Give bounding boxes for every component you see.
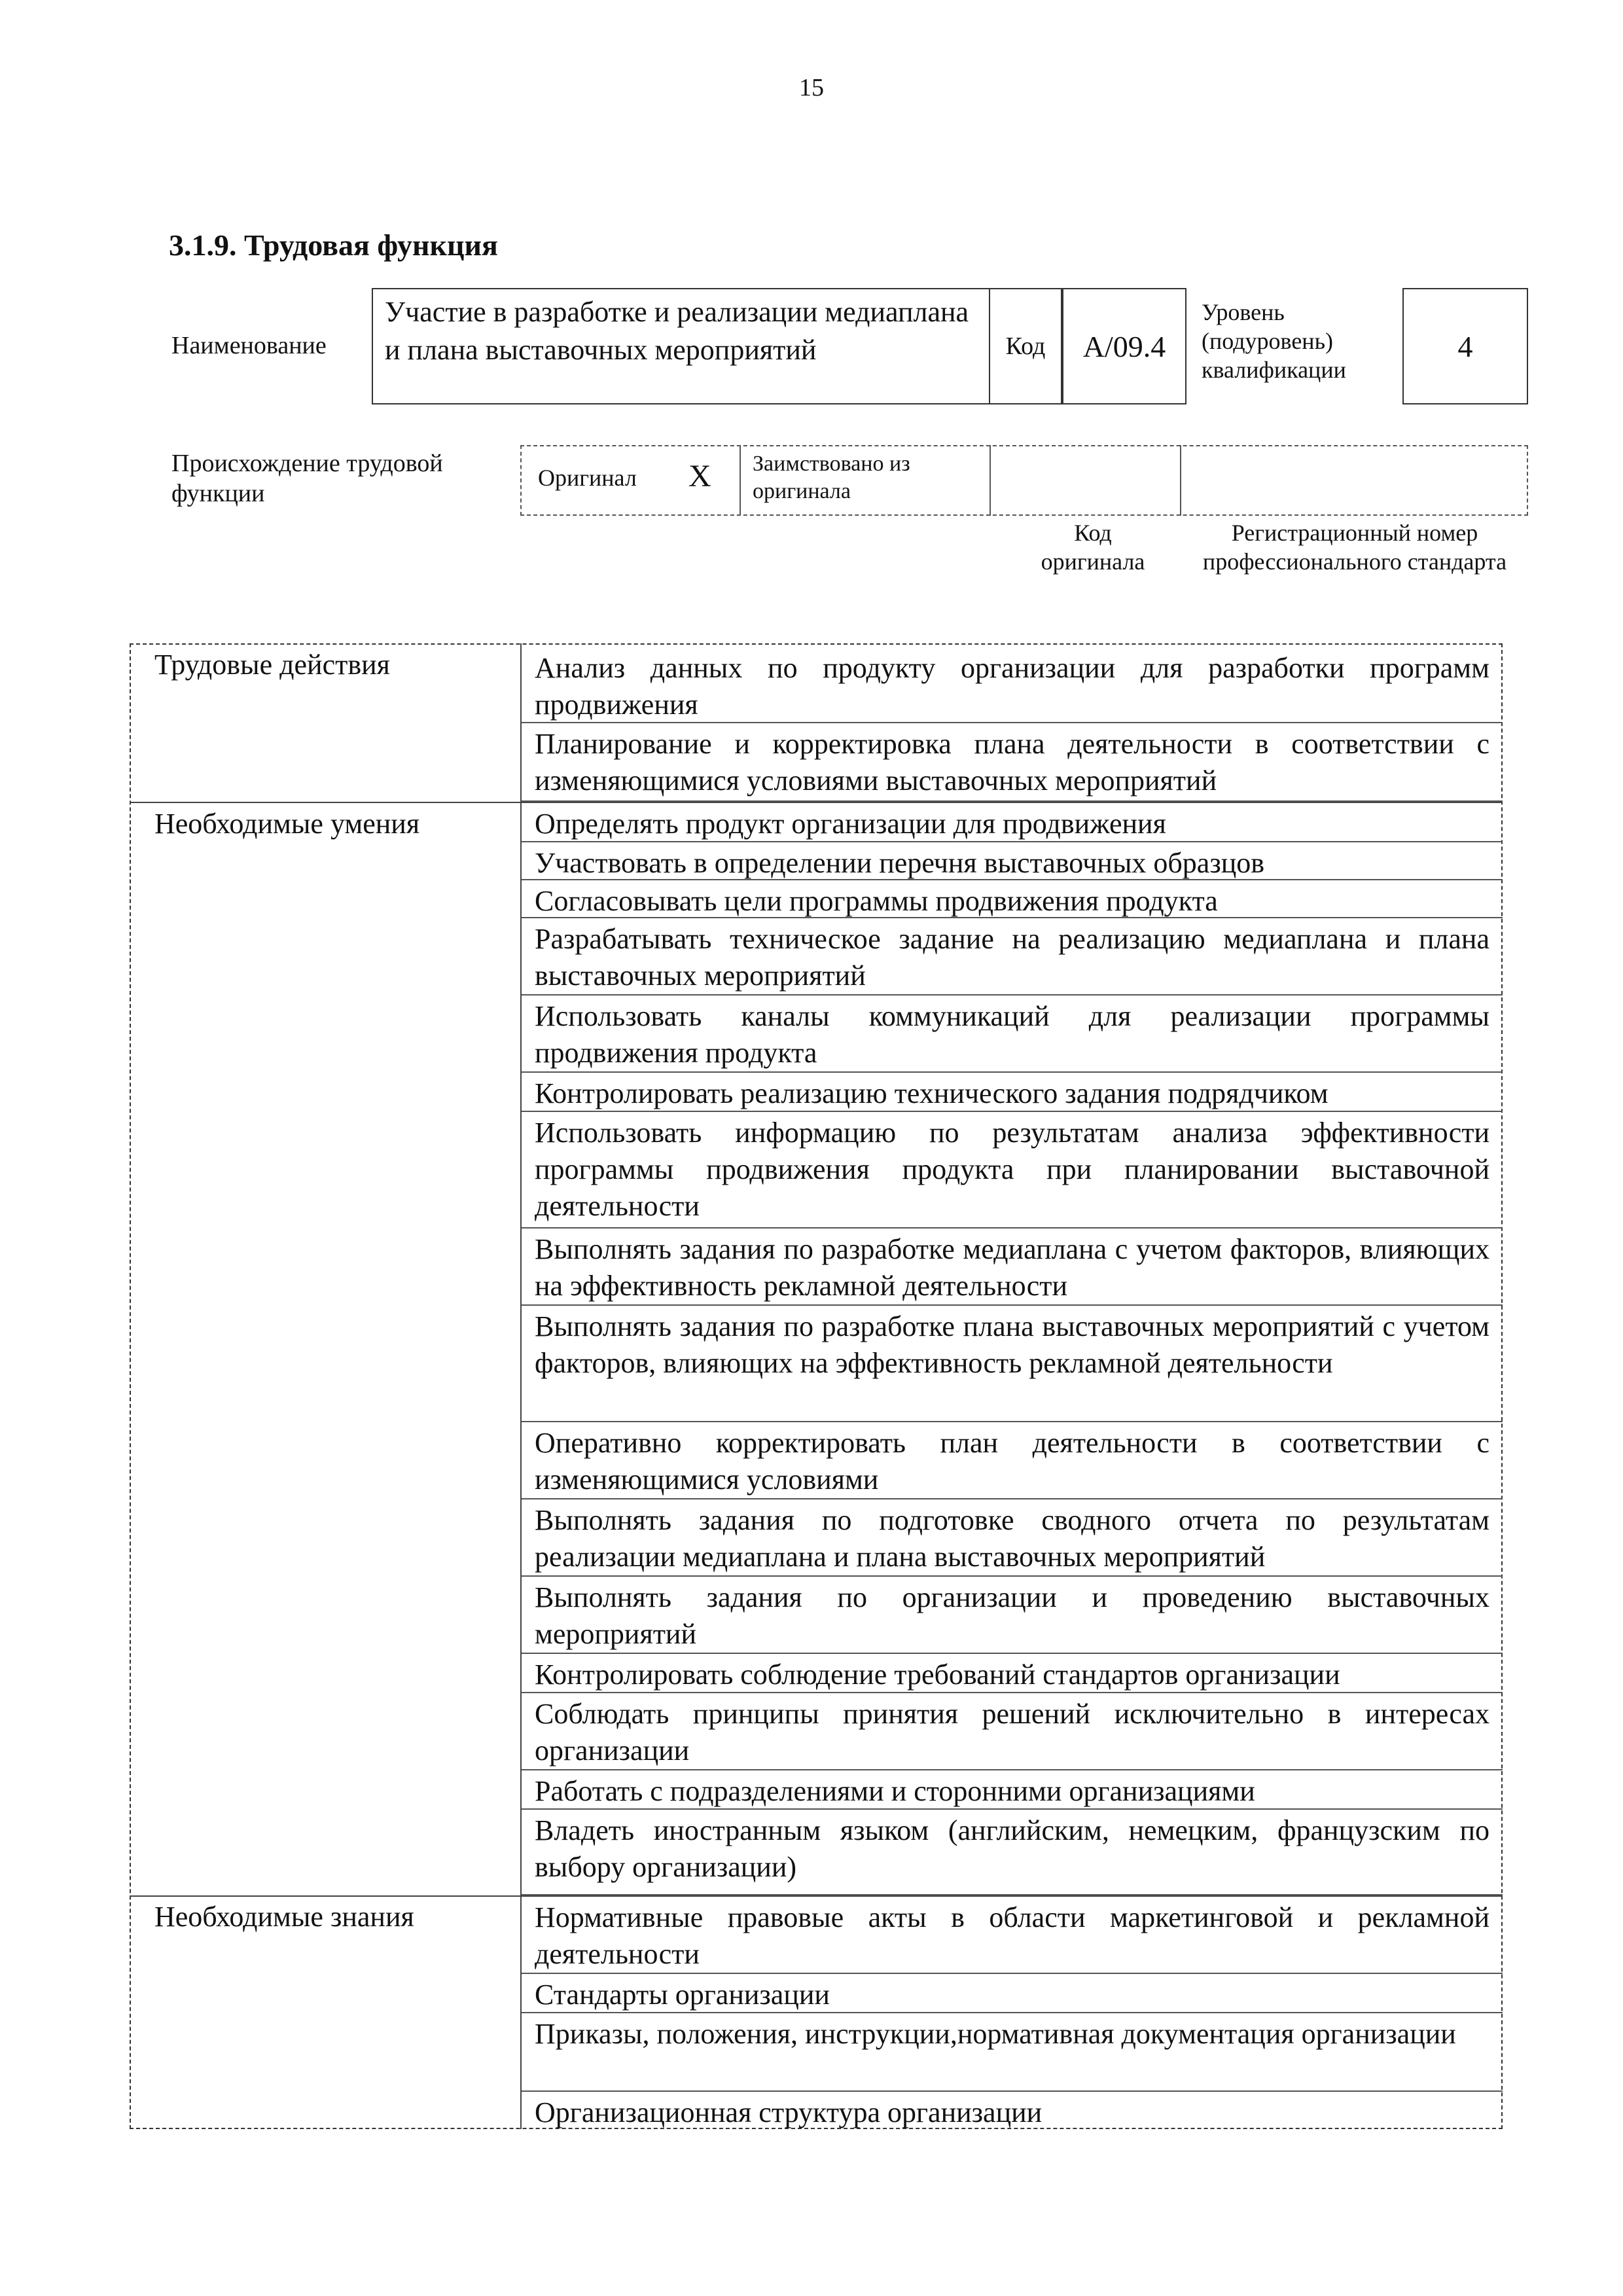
list-item: Выполнять задания по организации и проведению выставочных мероприятий: [522, 1577, 1503, 1654]
list-item: Анализ данных по продукту организации для разработки программ продвижения: [522, 647, 1503, 723]
list-item: Контролировать реализацию технического задания подрядчиком: [522, 1073, 1503, 1112]
code-value-cell: [1062, 288, 1186, 404]
original-mark: X: [688, 459, 711, 493]
code-label: Код: [1005, 332, 1046, 360]
origin-divider-1: [740, 445, 741, 516]
code-caption: Код оригинала: [1041, 520, 1145, 575]
origin-label: Происхождение трудовой функции: [171, 450, 443, 507]
level-label: Уровень (подуровень) квалификации: [1202, 299, 1346, 383]
code-label-cell: [990, 288, 1062, 404]
list-item: Контролировать соблюдение требований стандартов организации: [522, 1654, 1503, 1693]
list-item: Организационная структура организации: [535, 2096, 1043, 2128]
list-item: Оперативно корректировать план деятельности в соответствии с изменяющимися условиями: [522, 1422, 1503, 1499]
reg-caption: Регистрационный номер профессионального стандарта: [1202, 520, 1507, 575]
page-number: 15: [799, 74, 824, 101]
section-title-skills: Необходимые умения: [154, 808, 420, 840]
origin-divider-3: [1180, 445, 1181, 516]
name-label: Наименование: [171, 332, 327, 359]
section-title-knowledge: Необходимые знания: [154, 1901, 414, 1933]
list-item: Разрабатывать техническое задание на реализацию медиаплана и плана выставочных мероприятий: [522, 918, 1503, 996]
list-item: Участвовать в определении перечня выставочных образцов: [522, 842, 1503, 880]
list-item: Использовать каналы коммуникаций для реализации программы продвижения продукта: [522, 996, 1503, 1073]
section-title-actions: Трудовые действия: [154, 649, 390, 681]
list-item: Использовать информацию по результатам анализа эффективности программы продвижения продукта при планировании выставочной деятельности: [522, 1112, 1503, 1229]
level-value-cell: [1402, 288, 1528, 404]
list-item: Соблюдать принципы принятия решений исключительно в интересах организации: [522, 1693, 1503, 1770]
origin-divider-2: [990, 445, 991, 516]
list-item: Стандарты организации: [522, 1974, 1503, 2013]
level-value: 4: [1457, 329, 1473, 363]
section-title: 3.1.9. Трудовая функция: [169, 228, 498, 262]
list-item: Выполнять задания по разработке плана выставочных мероприятий с учетом факторов, влияющих на эффективность рекламной деятельности: [522, 1306, 1503, 1422]
list-item: Нормативные правовые акты в области маркетинговой и рекламной деятельности: [522, 1897, 1503, 1974]
list-item: Согласовывать цели программы продвижения продукта: [522, 880, 1503, 918]
list-item: Работать с подразделениями и сторонними организациями: [522, 1770, 1503, 1810]
list-item: Выполнять задания по подготовке сводного отчета по результатам реализации медиаплана и плана выставочных мероприятий: [522, 1499, 1503, 1577]
list-item: Владеть иностранным языком (английским, немецким, французским по выбору организации): [522, 1810, 1503, 1895]
list-item: Приказы, положения, инструкции,нормативная документация организации: [522, 2013, 1503, 2092]
name-box: [372, 288, 990, 404]
list-item: Выполнять задания по разработке медиаплана с учетом факторов, влияющих на эффективность рекламной деятельности: [522, 1229, 1503, 1306]
name-value: Участие в разработке и реализации медиаплана и плана выставочных мероприятий: [385, 296, 969, 366]
origin-row: [520, 445, 1528, 516]
original-label: Оригинал: [538, 465, 637, 491]
list-item: Определять продукт организации для продвижения: [522, 803, 1503, 842]
code-value: A/09.4: [1082, 329, 1166, 363]
borrowed-label: Заимствовано из оригинала: [753, 452, 910, 503]
list-item: Планирование и корректировка плана деятельности в соответствии с изменяющимися условиями выставочных мероприятий: [522, 723, 1503, 802]
